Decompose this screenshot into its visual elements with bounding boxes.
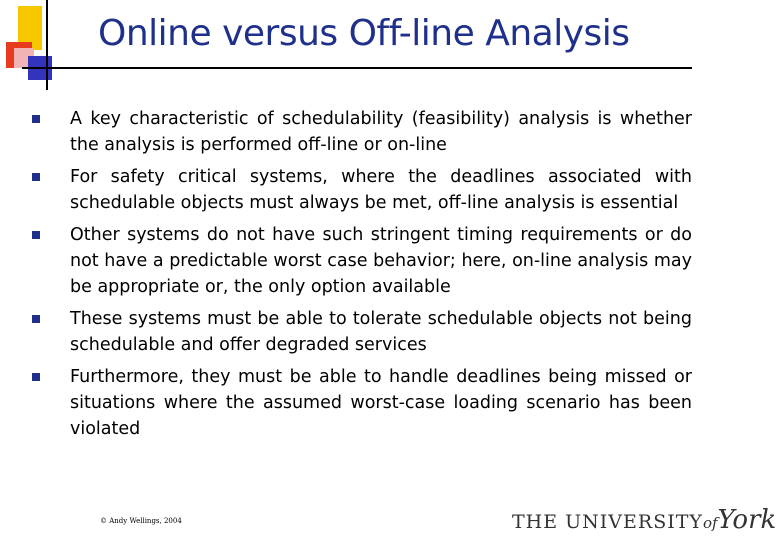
decor-vertical-line [46, 0, 48, 90]
bullet-text: For safety critical systems, where the deadlines associated with schedulable objects must always be met, off-line analysis is essential [70, 167, 692, 213]
bullet-text: Other systems do not have such stringent timing requirements or do not have a predictable worst case behavior; here, on-line analysis may be appropriate or, the only option available [70, 225, 692, 297]
bullet-item [30, 364, 692, 442]
bullet-list [30, 106, 692, 448]
bullet-item [30, 222, 692, 300]
square-bullet-icon [32, 373, 40, 381]
square-bullet-icon [32, 315, 40, 323]
square-bullet-icon [32, 231, 40, 239]
logo-york: York [717, 505, 776, 535]
square-bullet-icon [32, 173, 40, 181]
slide-title: Online versus Off-line Analysis [98, 13, 630, 54]
university-logo [512, 505, 776, 535]
bullet-item [30, 106, 692, 158]
logo-prefix: THE UNIVERSITY [512, 511, 703, 533]
square-bullet-icon [32, 115, 40, 123]
logo-of: of [702, 514, 718, 532]
copyright-text: © Andy Wellings, 2004 [100, 517, 182, 525]
bullet-text: A key characteristic of schedulability (feasibility) analysis is whether the analysis is performed off-line or on-line [70, 109, 692, 155]
bullet-item [30, 164, 692, 216]
bullet-text: Furthermore, they must be able to handle deadlines being missed or situations where the assumed worst-case loading scenario has been violated [70, 367, 692, 439]
bullet-text: These systems must be able to tolerate schedulable objects not being schedulable and offer degraded services [70, 309, 692, 355]
bullet-item [30, 306, 692, 358]
title-underline [22, 67, 692, 69]
